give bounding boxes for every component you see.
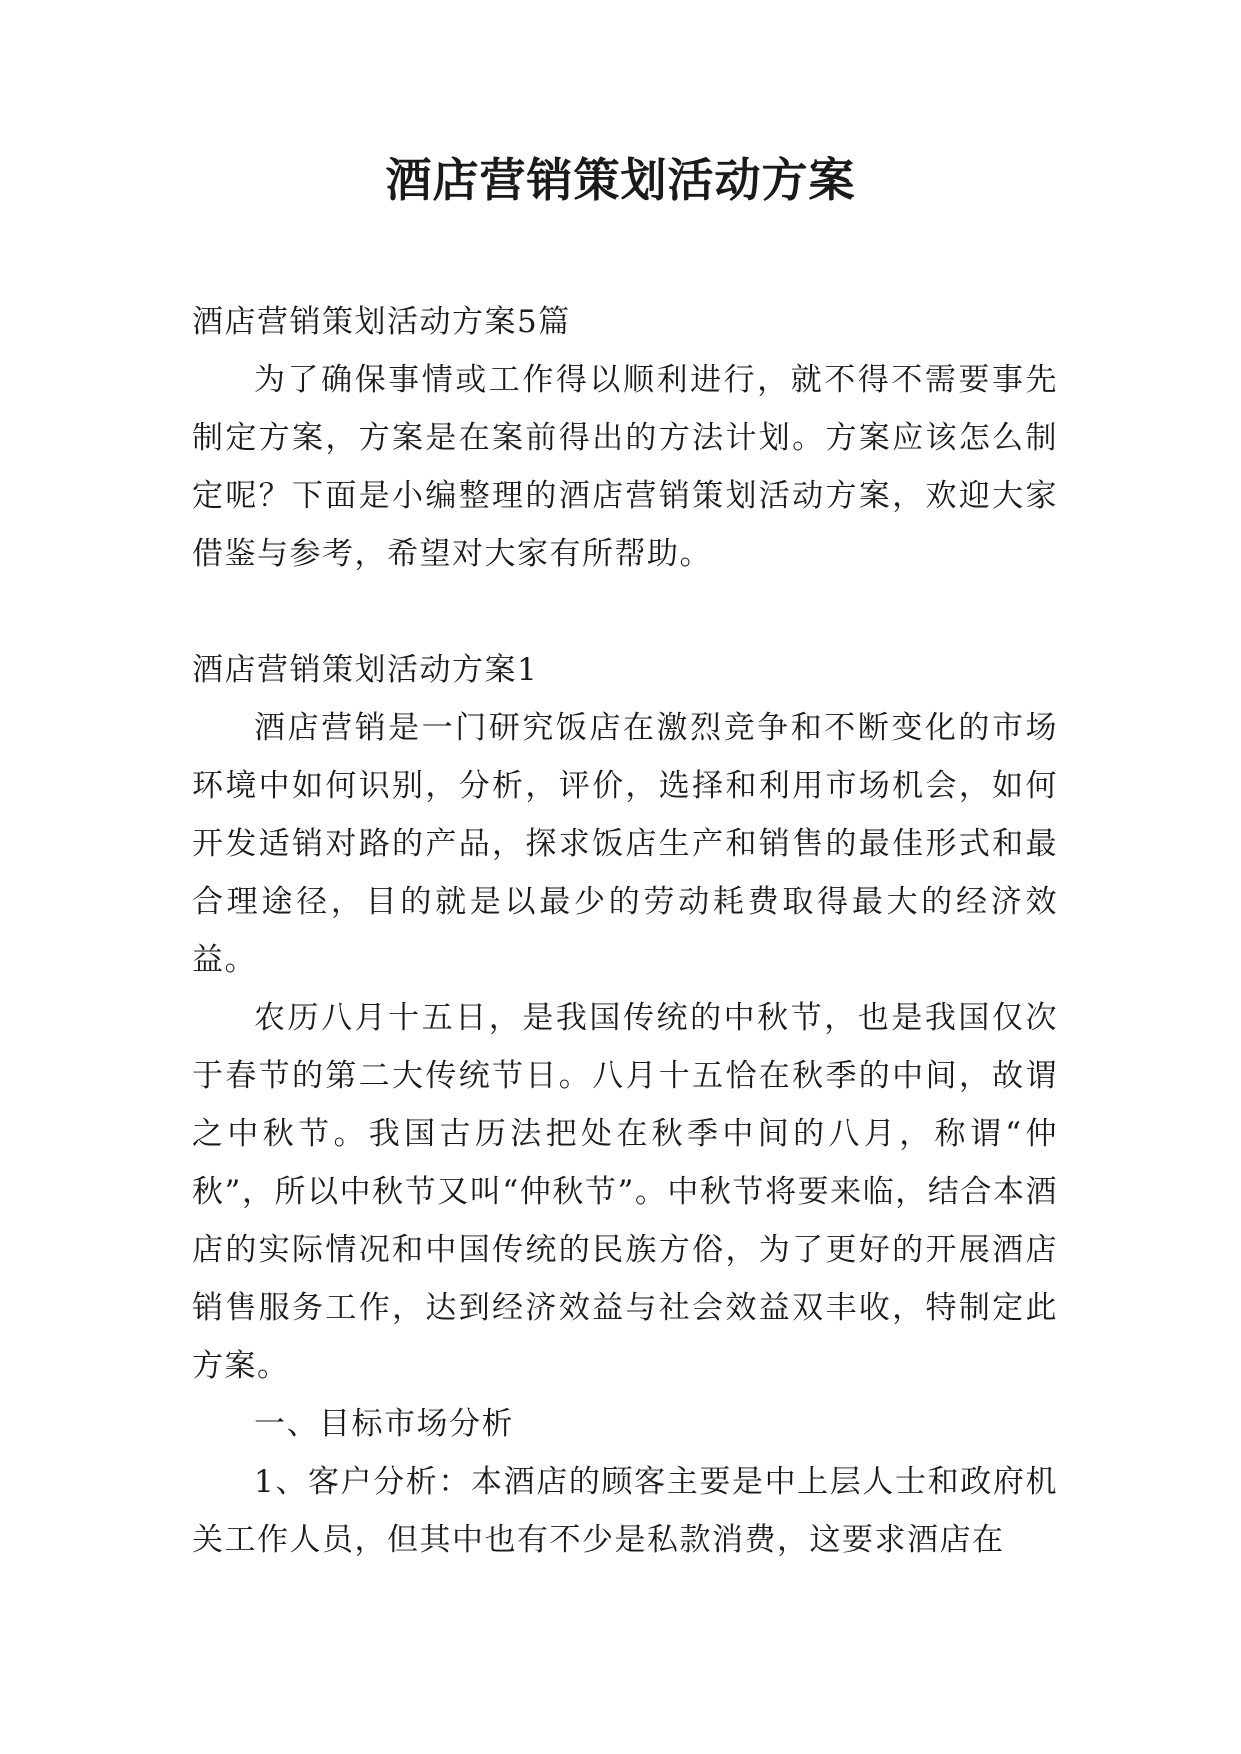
subsection-heading: 一、目标市场分析 [254,1406,514,1442]
section-paragraph-1: 酒店营销是一门研究饭店在激烈竞争和不断变化的市场环境中如何识别，分析，评价，选择和利用市场机会，如何开发适销对路的产品，探求饭店生产和销售的最佳形式和最合理途径，目的就是以最少的劳动耗费取得最大的经济效益。 [192,710,1058,978]
document-body [192,293,1058,1569]
paragraph-gap [192,583,1058,641]
document-subtitle: 酒店营销策划活动方案5篇 [192,304,571,340]
section-paragraph-2: 农历八月十五日，是我国传统的中秋节，也是我国仅次于春节的第二大传统节日。八月十五恰在秋季的中间，故谓之中秋节。我国古历法把处在秋季中间的八月，称谓“仲秋”，所以中秋节又叫“仲秋节”。中秋节将要来临，结合本酒店的实际情况和中国传统的民族方俗，为了更好的开展酒店销售服务工作，达到经济效益与社会效益双丰收，特制定此方案。 [192,1000,1058,1384]
section-heading: 酒店营销策划活动方案1 [192,652,539,688]
section-paragraph-3: 1、客户分析：本酒店的顾客主要是中上层人士和政府机关工作人员，但其中也有不少是私款消费，这要求酒店在 [192,1464,1058,1558]
intro-paragraph: 为了确保事情或工作得以顺利进行，就不得不需要事先制定方案，方案是在案前得出的方法计划。方案应该怎么制定呢？下面是小编整理的酒店营销策划活动方案，欢迎大家借鉴与参考，希望对大家有所帮助。 [192,362,1058,572]
document-title: 酒店营销策划活动方案 [385,153,856,207]
